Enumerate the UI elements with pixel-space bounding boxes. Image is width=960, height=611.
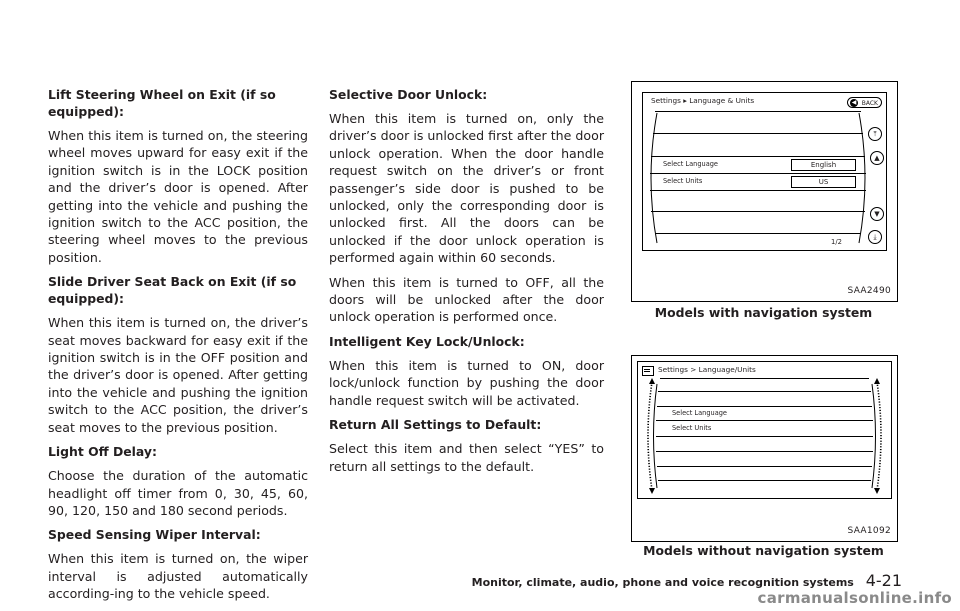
section-heading: Speed Sensing Wiper Interval: bbox=[48, 527, 261, 543]
figure-navigation-screen bbox=[631, 81, 898, 302]
section-body: When this item is turned to OFF, all the doors will be unlocked after the door unlock operation is performed once. bbox=[329, 274, 604, 325]
scroll-top-icon[interactable]: ⤒ bbox=[868, 127, 882, 141]
divider bbox=[655, 111, 861, 112]
display-screen bbox=[642, 92, 887, 251]
section-heading: Lift Steering Wheel on Exit (if so equipped): bbox=[48, 87, 276, 119]
section-body: When this item is turned to ON, door lock/unlock function by pushing the door handle request switch will be activated. bbox=[329, 357, 604, 408]
section-body: Select this item and then select “YES” to return all settings to the default. bbox=[329, 441, 604, 474]
divider bbox=[657, 406, 872, 407]
scroll-up-icon[interactable]: ▲ bbox=[870, 151, 884, 165]
divider bbox=[656, 420, 873, 421]
units-value[interactable]: US bbox=[791, 176, 856, 188]
screen-frame-curves bbox=[643, 93, 886, 250]
section-heading: Light Off Delay: bbox=[48, 444, 157, 460]
section-body: When this item is turned on, the wiper interval is adjusted automatically according-ing to the vehicle speed. bbox=[48, 551, 308, 602]
divider bbox=[660, 378, 869, 379]
divider bbox=[656, 436, 873, 437]
divider bbox=[650, 173, 866, 174]
middle-text-column bbox=[329, 86, 604, 482]
screen-breadcrumb: Settings > Language/Units bbox=[658, 365, 756, 374]
language-value[interactable]: English bbox=[791, 159, 856, 171]
divider bbox=[650, 190, 866, 191]
page-indicator: 1/2 bbox=[831, 238, 842, 246]
section-heading: Selective Door Unlock: bbox=[329, 87, 488, 102]
divider bbox=[651, 211, 865, 212]
back-arrow-icon: ◀ bbox=[851, 99, 857, 106]
section-heading: Return All Settings to Default: bbox=[329, 417, 542, 433]
figure-code: SAA1092 bbox=[847, 526, 891, 536]
left-text-column bbox=[48, 86, 308, 610]
setting-label-language: Select Language bbox=[663, 160, 718, 168]
section-body: Choose the duration of the automatic headlight off timer from 0, 30, 45, 60, 90, 120, 150 and 180 second periods. bbox=[48, 468, 308, 518]
figure-code: SAA2490 bbox=[847, 286, 891, 296]
section-body: When this item is turned on, the steering wheel moves upward for easy exit if the ignition switch is in the LOCK position and the driver’s door is opened. After getting into the vehicle and pushing the ignition switch to the ACC position, the steering wheel moves to the previous position. bbox=[48, 128, 308, 265]
divider bbox=[655, 233, 861, 234]
section-body: When this item is turned on, only the driver’s door is unlocked first after the door unlock operation. When the door handle request switch on the driver’s or front passenger’s side door is pushed to be unlocked, only the corresponding door is unlocked first. All the doors can be unlocked if the door unlock operation is performed again within 60 seconds. bbox=[329, 111, 604, 266]
scroll-bottom-icon[interactable]: ⤓ bbox=[868, 230, 882, 244]
display-screen bbox=[637, 361, 892, 499]
divider bbox=[653, 133, 863, 134]
section-heading: Intelligent Key Lock/Unlock: bbox=[329, 333, 525, 349]
watermark: carmanualsonline.info bbox=[757, 589, 952, 607]
footer-section-title: Monitor, climate, audio, phone and voice recognition systems bbox=[471, 576, 854, 589]
figure-no-navigation-screen bbox=[631, 355, 898, 542]
section-body: When this item is turned on, the driver’s seat moves backward for easy exit if the ignition switch is in the OFF position and the driver’s door is opened. After getting into the vehicle and pushing the ignition switch to the ACC position, the driver’s seat moves to the previous position. bbox=[48, 315, 308, 435]
divider bbox=[656, 451, 873, 452]
divider bbox=[657, 466, 872, 467]
page-number: 4-21 bbox=[865, 571, 902, 590]
setting-label-language[interactable]: Select Language bbox=[672, 409, 727, 417]
divider bbox=[658, 391, 871, 392]
scroll-down-icon[interactable]: ▼ bbox=[870, 207, 884, 221]
figure-caption: Models with navigation system bbox=[654, 305, 873, 320]
figure-caption: Models without navigation system bbox=[643, 543, 884, 558]
page-footer bbox=[472, 571, 902, 590]
screen-breadcrumb: Settings ▸ Language & Units bbox=[651, 96, 755, 105]
divider bbox=[658, 480, 871, 481]
divider bbox=[651, 156, 865, 157]
back-button-label: BACK bbox=[861, 100, 878, 107]
setting-label-units: Select Units bbox=[663, 177, 703, 185]
setting-label-units[interactable]: Select Units bbox=[672, 424, 712, 432]
section-heading: Slide Driver Seat Back on Exit (if so equipped): bbox=[48, 274, 297, 307]
